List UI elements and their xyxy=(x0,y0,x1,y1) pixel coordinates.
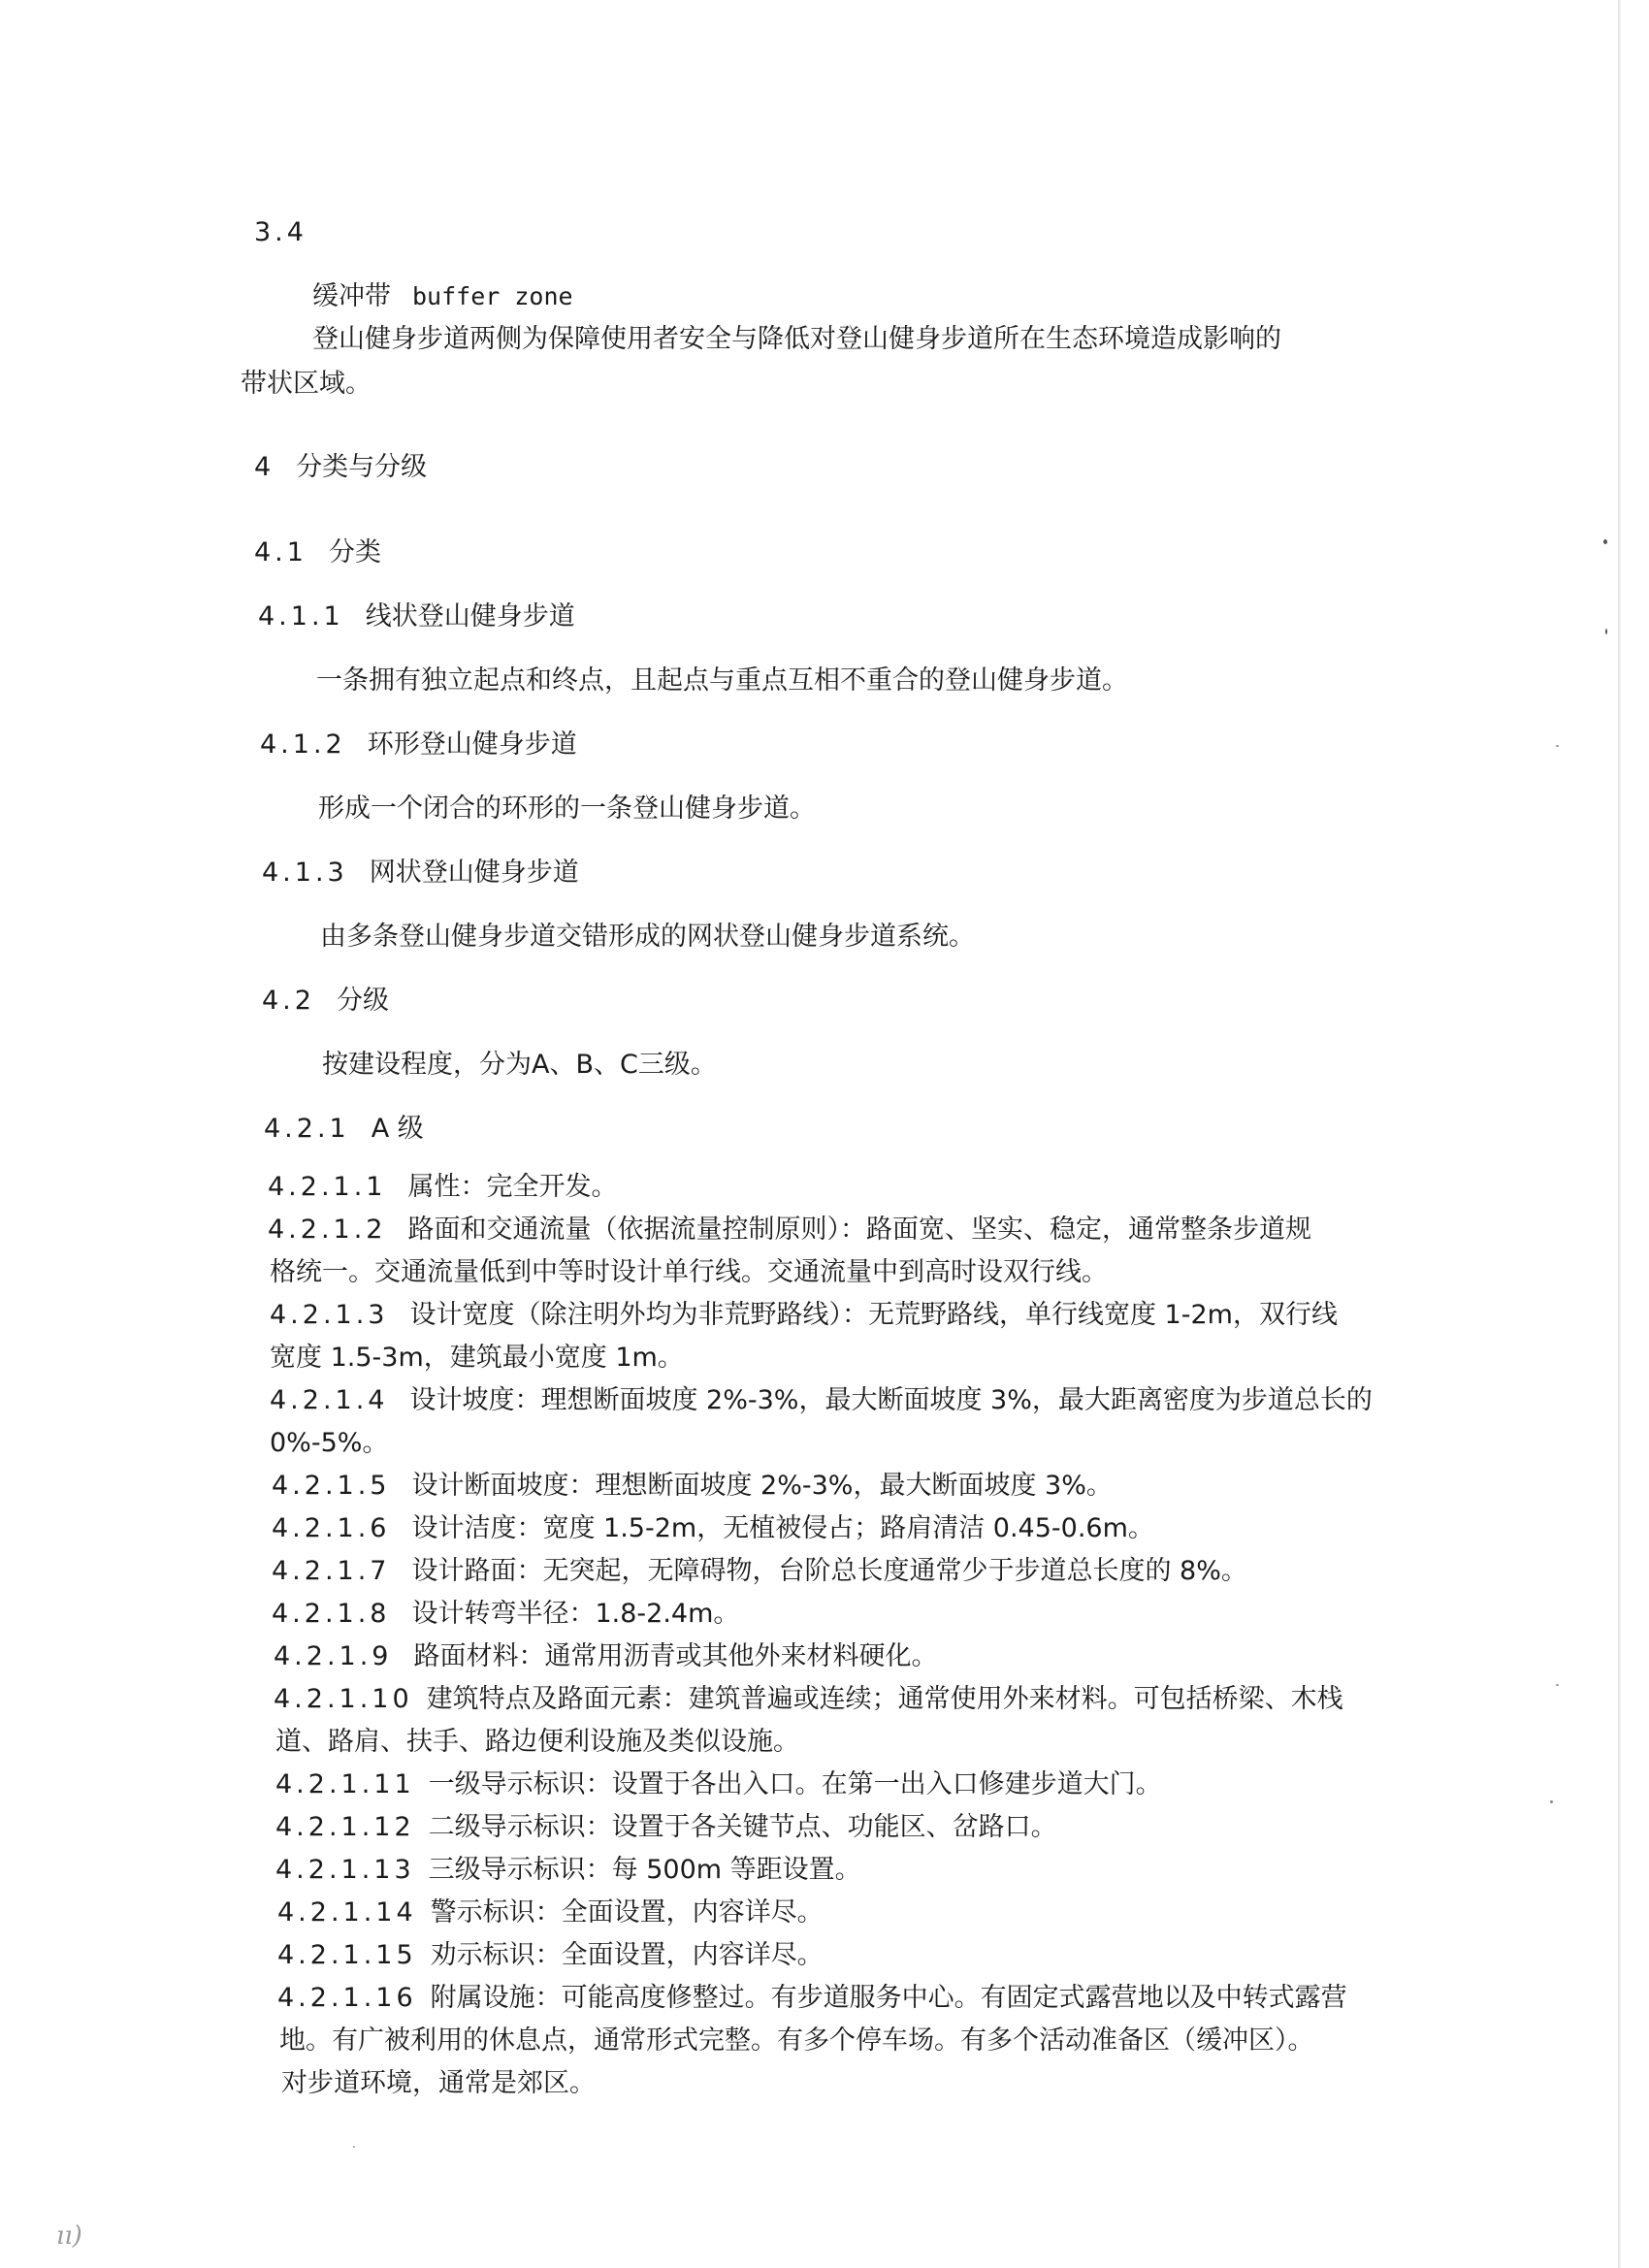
term-english: buffer zone xyxy=(412,282,573,310)
clause-4-2-1-14: 4.2.1.14 警示标识：全面设置，内容详尽。 xyxy=(277,1897,824,1928)
clause-4-2-1-7: 4.2.1.7 设计路面：无突起，无障碍物，台阶总长度通常少于步道总长度的 8%。 xyxy=(272,1556,1247,1586)
section-4-heading: 4 分类与分级 xyxy=(254,452,428,482)
clause-4-2-1-11: 4.2.1.11 一级导示标识：设置于各出入口。在第一出入口修建步道大门。 xyxy=(275,1769,1162,1799)
clause-4-2-1-3: 4.2.1.3 设计宽度（除注明外均为非荒野路线）：无荒野路线，单行线宽度 1-2m，双行线 xyxy=(270,1300,1338,1330)
scan-speck xyxy=(1556,745,1559,747)
clause-4-2-1-1: 4.2.1.1 属性：完全开发。 xyxy=(268,1172,618,1202)
term-definition-line-2: 带状区域。 xyxy=(241,369,372,399)
section-4-1-3-body: 由多条登山健身步道交错形成的网状登山健身步道系统。 xyxy=(320,922,975,952)
clause-4-2-1-15: 4.2.1.15 劝示标识：全面设置，内容详尽。 xyxy=(277,1940,824,1970)
section-4-1-2-body: 形成一个闭合的环形的一条登山健身步道。 xyxy=(318,794,816,824)
scan-speck xyxy=(1603,539,1607,544)
clause-4-2-1-16-continuation-1: 地。有广被利用的休息点，通常形式完整。有多个停车场。有多个活动准备区（缓冲区）。 xyxy=(279,2025,1314,2056)
section-4-1-2-heading: 4.1.2 环形登山健身步道 xyxy=(260,729,577,760)
clause-4-2-1-6: 4.2.1.6 设计洁度：宽度 1.5-2m，无植被侵占；路肩清洁 0.45-0.6m。 xyxy=(272,1513,1154,1543)
clause-4-2-1-8: 4.2.1.8 设计转弯半径：1.8-2.4m。 xyxy=(272,1599,740,1629)
section-4-2-heading: 4.2 分级 xyxy=(262,986,389,1016)
clause-4-2-1-16: 4.2.1.16 附属设施：可能高度修整过。有步道服务中心。有固定式露营地以及中转式露营 xyxy=(277,1983,1347,2013)
scan-speck xyxy=(1556,1684,1559,1686)
clause-4-2-1-4: 4.2.1.4 设计坡度：理想断面坡度 2%-3%，最大断面坡度 3%，最大距离密度为步道总长的 xyxy=(270,1385,1373,1415)
clause-4-2-1-9: 4.2.1.9 路面材料：通常用沥青或其他外来材料硬化。 xyxy=(274,1641,938,1671)
scan-speck xyxy=(353,2146,355,2148)
term-chinese: 缓冲带 xyxy=(312,281,391,311)
scan-speck xyxy=(1605,629,1607,634)
clause-4-2-1-13: 4.2.1.13 三级导示标识：每 500m 等距设置。 xyxy=(275,1855,861,1885)
clause-4-2-1-5: 4.2.1.5 设计断面坡度：理想断面坡度 2%-3%，最大断面坡度 3%。 xyxy=(272,1471,1113,1501)
clause-4-2-1-2: 4.2.1.2 路面和交通流量（依据流量控制原则）：路面宽、坚实、稳定，通常整条步道规 xyxy=(268,1215,1311,1245)
section-4-2-body: 按建设程度，分为A、B、C三级。 xyxy=(322,1050,717,1080)
scan-page-edge xyxy=(1618,0,1621,2268)
clause-4-2-1-16-continuation-2: 对步道环境，通常是郊区。 xyxy=(281,2068,596,2098)
clause-4-2-1-12: 4.2.1.12 二级导示标识：设置于各关键节点、功能区、岔路口。 xyxy=(275,1812,1057,1842)
section-4-2-1-heading: 4.2.1 A 级 xyxy=(264,1114,424,1144)
term-definition-line-1: 登山健身步道两侧为保障使用者安全与降低对登山健身步道所在生态环境造成影响的 xyxy=(312,324,1281,354)
margin-handwritten-mark: ıı) xyxy=(56,2221,82,2251)
section-4-1-1-heading: 4.1.1 线状登山健身步道 xyxy=(258,601,575,632)
term-heading xyxy=(312,279,573,314)
clause-4-2-1-4-continuation: 0%-5%。 xyxy=(270,1428,389,1458)
clause-4-2-1-3-continuation: 宽度 1.5-3m，建筑最小宽度 1m。 xyxy=(270,1343,684,1373)
section-4-1-3-heading: 4.1.3 网状登山健身步道 xyxy=(262,858,579,888)
section-4-1-1-body: 一条拥有独立起点和终点，且起点与重点互相不重合的登山健身步道。 xyxy=(316,665,1128,696)
clause-4-2-1-10-continuation: 道、路肩、扶手、路边便利设施及类似设施。 xyxy=(275,1727,799,1757)
section-4-1-heading: 4.1 分类 xyxy=(254,537,381,567)
scan-speck xyxy=(1550,1800,1553,1803)
clause-4-2-1-2-continuation: 格统一。交通流量低到中等时设计单行线。交通流量中到高时设双行线。 xyxy=(270,1257,1108,1287)
clause-4-2-1-10: 4.2.1.10 建筑特点及路面元素：建筑普遍或连续；通常使用外来材料。可包括桥梁、木栈 xyxy=(274,1684,1343,1714)
clause-3-4-number: 3.4 xyxy=(254,217,307,247)
